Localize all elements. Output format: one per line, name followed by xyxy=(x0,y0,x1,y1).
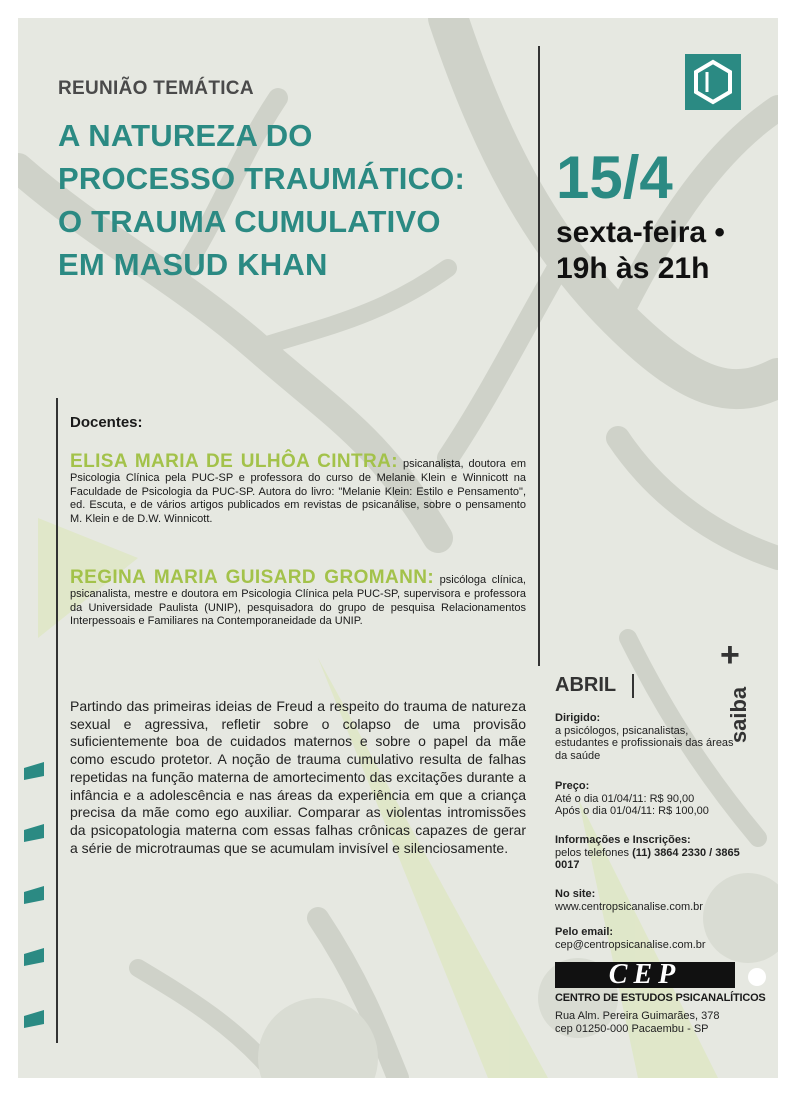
dirigido-text: a psicólogos, psicanalistas, estudantes e profissionais das áreas da saúde xyxy=(555,724,734,762)
site-label: No site: xyxy=(555,888,596,900)
preco-section xyxy=(555,780,745,818)
plus-icon: + xyxy=(720,636,740,674)
right-divider xyxy=(538,46,540,666)
info-section xyxy=(555,834,745,872)
docente-name: REGINA MARIA GUISARD GROMANN: xyxy=(70,567,435,588)
site-link[interactable]: www.centropsicanalise.com.br xyxy=(555,900,703,913)
cep-logo: CEP xyxy=(555,962,735,988)
dirigido-label: Dirigido: xyxy=(555,712,601,724)
docente-bio xyxy=(70,452,526,526)
docente-description: psicanalista, doutora em Psicologia Clínica pela PUC-SP e professora do curso de Melanie Klein e Winnicott na Faculdade de Psicologia da PUC-SP. Autora do livro: "Melanie Klein: Estilo e Pensamento", ed. Escuta, e de vários artigos publicados em revistas de psicanálise, sobre o pensamento M. Klein e de D.W. Winnicott. xyxy=(70,458,526,525)
month-label: ABRIL xyxy=(555,674,617,696)
preco-line: Até o dia 01/04/11: R$ 90,00 xyxy=(555,792,695,805)
preco-line: Após o dia 01/04/11: R$ 100,00 xyxy=(555,805,709,817)
poster xyxy=(18,18,778,1078)
title-line: O TRAUMA CUMULATIVO xyxy=(58,204,441,239)
site-section xyxy=(555,888,745,913)
event-description: Partindo das primeiras ideias de Freud a respeito do trauma de natureza sexual e agressiva, refletir sobre o colapso de uma provisão suficientemente boa de cuidados maternos e sobre o papel da mãe como escudo protetor. A noção de trauma cumulativo resulta de falhas repetidas na função materna de amortecimento das excitações durante a infância e a adolescência e nas áreas da experiência em que a criança precisa da mãe como ego auxiliar. Comparar as violentas intromissões da psicopatologia materna com essas falhas crônicas capazes de gerar a série de microtraumas que se acumulam invisível e silenciosamente. xyxy=(70,698,526,856)
docente-bio xyxy=(70,568,526,629)
month-divider xyxy=(632,674,634,698)
hexagon-icon xyxy=(685,54,741,110)
title-line: EM MASUD KHAN xyxy=(58,247,328,282)
preco-label: Preço: xyxy=(555,780,590,792)
title-line: A NATUREZA DO xyxy=(58,118,313,153)
info-label: Informações e Inscrições: xyxy=(555,834,691,846)
event-kicker: REUNIÃO TEMÁTICA xyxy=(58,78,254,99)
info-prefix: pelos telefones xyxy=(555,846,633,859)
email-label: Pelo email: xyxy=(555,926,614,938)
decorative-dot xyxy=(748,968,766,986)
org-name: CENTRO DE ESTUDOS PSICANALÍTICOS xyxy=(555,992,766,1004)
dirigido-section xyxy=(555,712,745,762)
event-title xyxy=(58,114,538,286)
title-line: PROCESSO TRAUMÁTICO: xyxy=(58,161,465,196)
saiba-label: saiba xyxy=(726,686,751,744)
left-divider xyxy=(56,398,58,1043)
email-section xyxy=(555,926,745,951)
docentes-label: Docentes: xyxy=(70,414,143,431)
email-link[interactable]: cep@centropsicanalise.com.br xyxy=(555,938,706,951)
docente-name: ELISA MARIA DE ULHÔA CINTRA: xyxy=(70,451,399,472)
event-hours: 19h às 21h xyxy=(556,252,710,285)
docente-description: psicóloga clínica, psicanalista, mestre e doutora em Psicologia Clínica pela PUC-SP, supervisora e professora da Universidade Paulista (UNIP), pesquisadora do grupo de pesquisa Relacionamentos Interpessoais e Familiares na Contemporaneidade da UNIP. xyxy=(70,574,526,627)
address-line: cep 01250-000 Pacaembu - SP xyxy=(555,1023,709,1035)
address-line: Rua Alm. Pereira Guimarães, 378 xyxy=(555,1010,720,1022)
phone-number[interactable]: (11) 3864 2330 / 3865 0017 xyxy=(555,846,740,871)
org-address xyxy=(555,1010,740,1036)
event-date: 15/4 xyxy=(556,144,673,211)
event-weekday: sexta-feira • xyxy=(556,216,725,249)
